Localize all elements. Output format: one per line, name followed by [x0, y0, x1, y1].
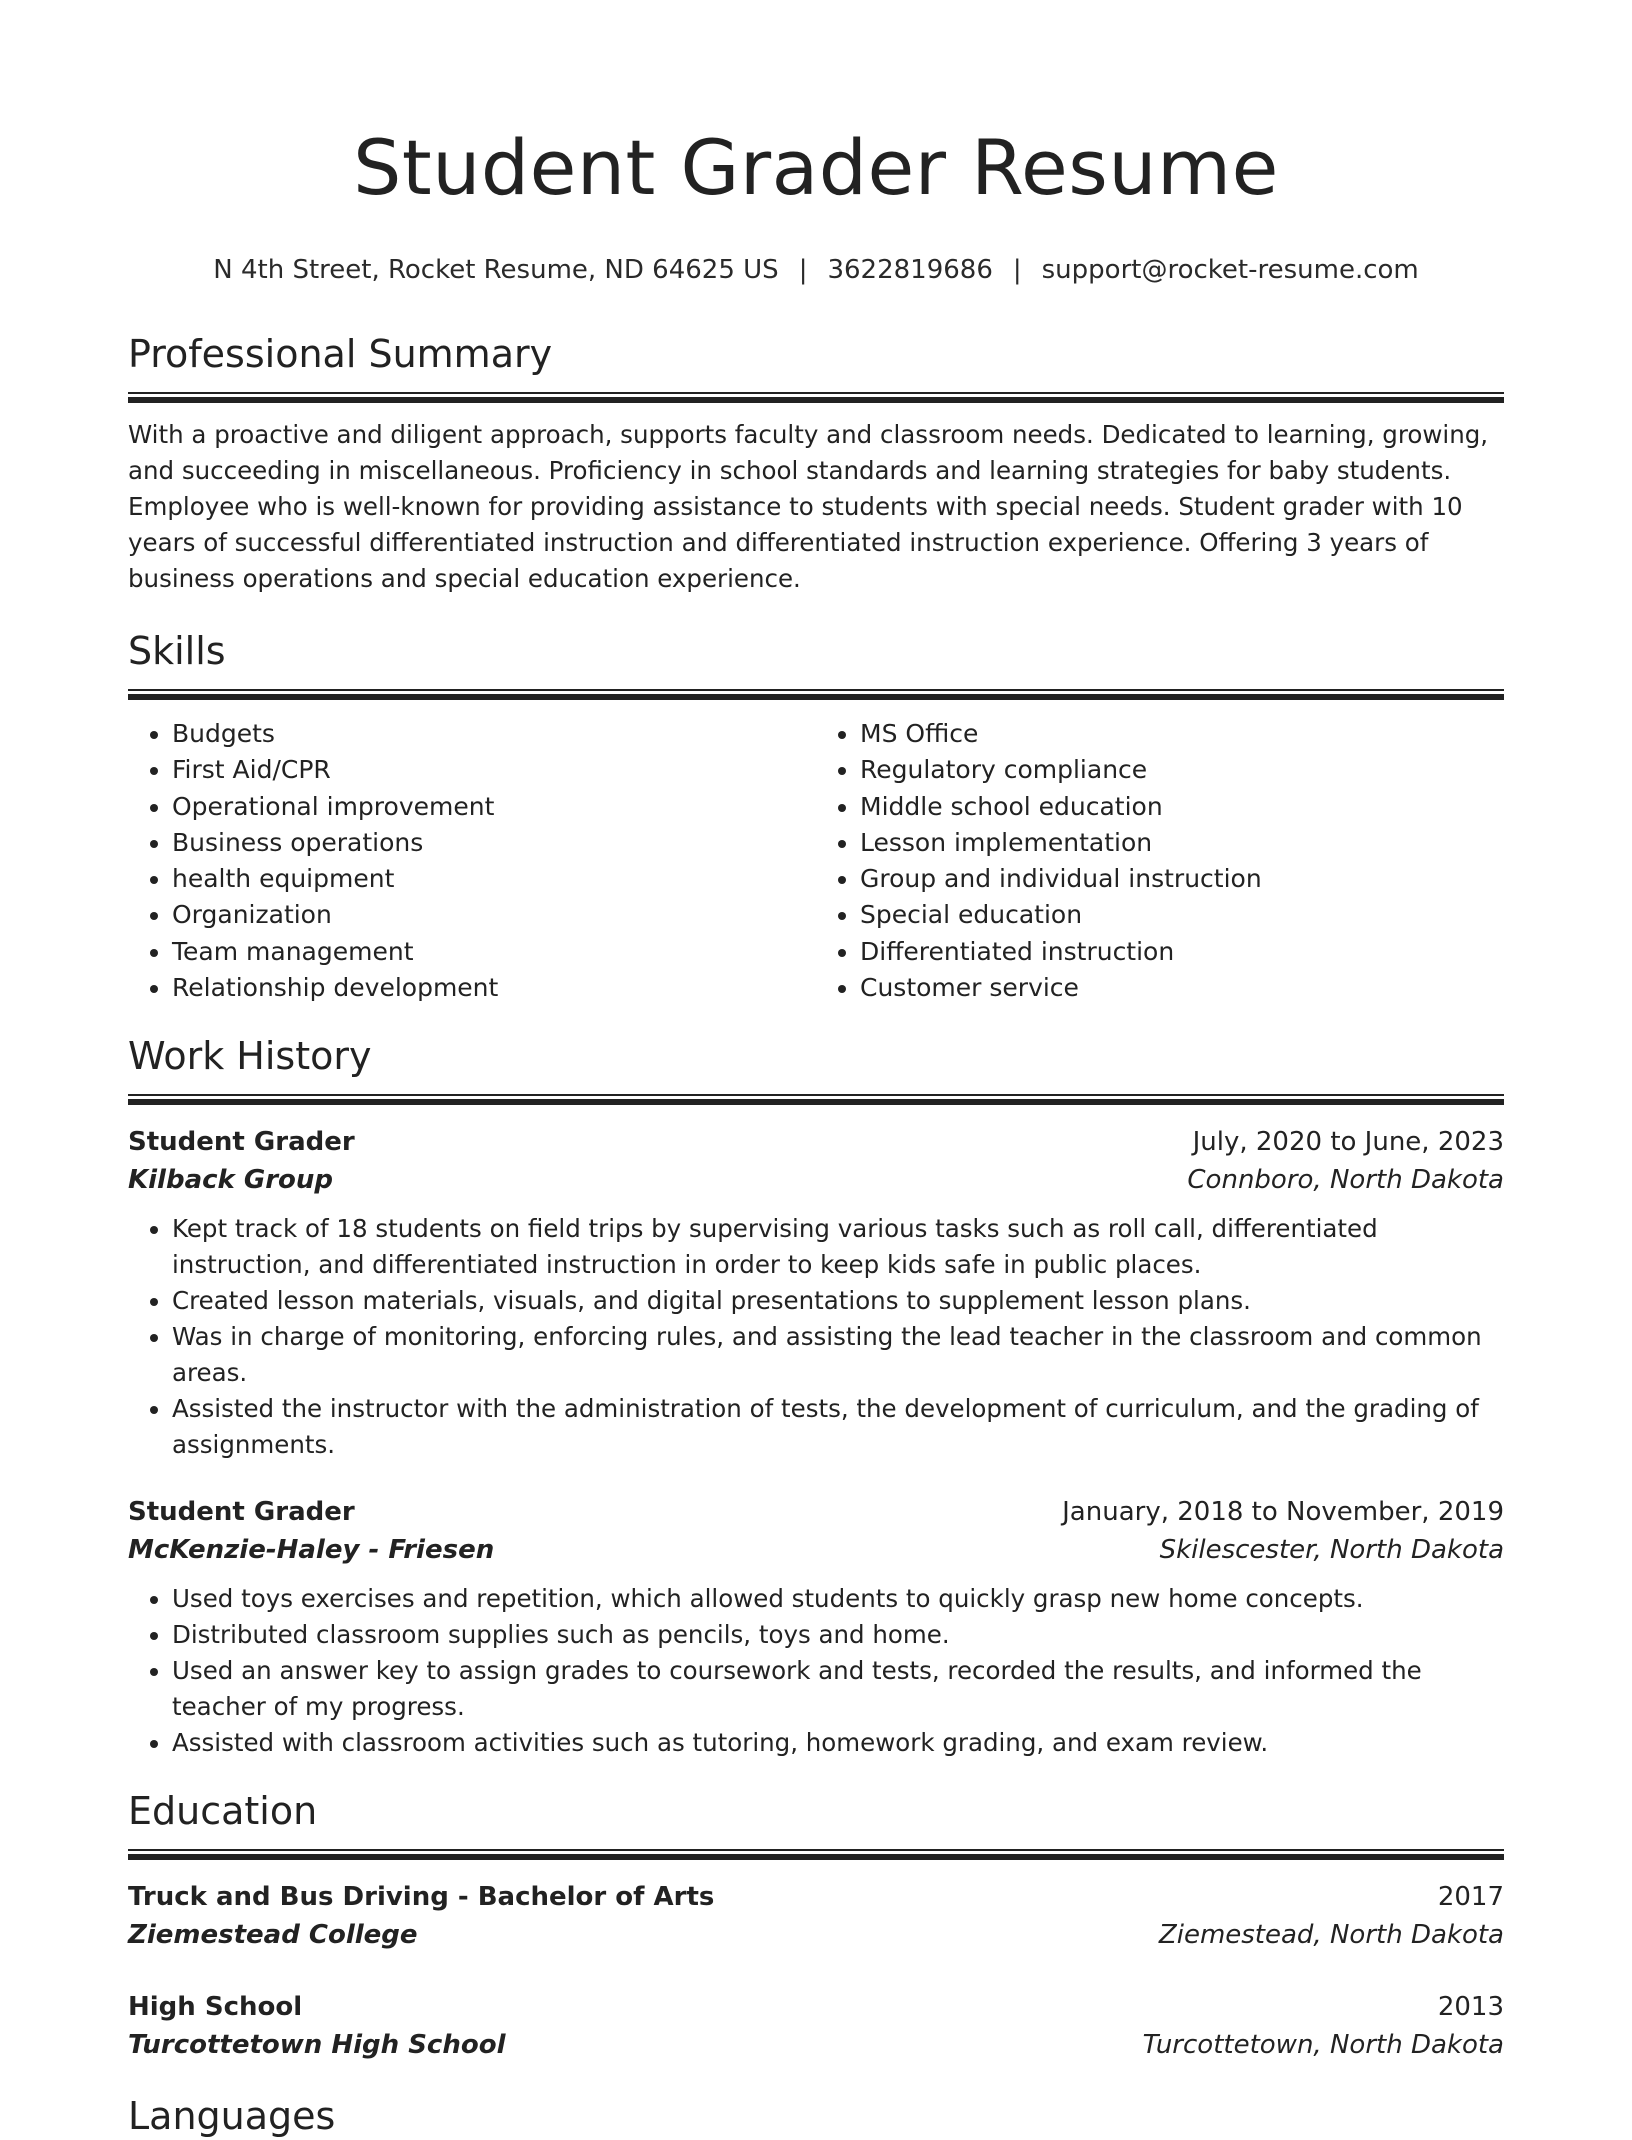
section-title-languages: Languages — [128, 2094, 336, 2139]
section-title-summary: Professional Summary — [128, 332, 553, 376]
skills-section — [128, 627, 1504, 1006]
education-year: 2017 — [1437, 1882, 1504, 1913]
skill-item: • Special education — [860, 897, 1504, 933]
education-degree: Truck and Bus Driving - Bachelor of Arts — [128, 1882, 715, 1913]
job-header — [128, 1493, 1504, 1531]
education-school: Turcottetown High School — [128, 2030, 506, 2061]
education-year: 2013 — [1437, 1992, 1504, 2023]
skill-item: • Customer service — [860, 970, 1504, 1006]
education-entry — [128, 1878, 1504, 1954]
job-bullet: • Distributed classroom supplies such as pencils, toys and home. — [172, 1617, 1504, 1653]
job-bullet: • Assisted with classroom activities such as tutoring, homework grading, and exam review. — [172, 1725, 1504, 1761]
job-title: Student Grader — [128, 1497, 355, 1528]
job-header — [128, 1123, 1504, 1161]
section-title-work-history: Work History — [128, 1034, 372, 1079]
job-location: Connboro, North Dakota — [1187, 1165, 1504, 1196]
education-subheader — [128, 2026, 1504, 2064]
contact-address: N 4th Street, Rocket Resume, ND 64625 US — [213, 255, 779, 285]
job-entry — [128, 1123, 1504, 1463]
job-bullet: • Kept track of 18 students on field trips by supervising various tasks such as roll call, differentiated instruction, and differentiated instruction in order to keep kids safe in public places. — [172, 1211, 1504, 1283]
section-divider — [128, 689, 1504, 700]
languages-section — [128, 2092, 1504, 2140]
education-subheader — [128, 1916, 1504, 1954]
job-entry — [128, 1493, 1504, 1761]
skill-item: • First Aid/CPR — [172, 752, 816, 788]
job-bullet: • Assisted the instructor with the administration of tests, the development of curriculum, and the grading of assignments. — [172, 1391, 1504, 1463]
skill-item: • health equipment — [172, 861, 816, 897]
skills-list — [128, 716, 1504, 1006]
contact-separator: | — [1012, 255, 1022, 285]
skill-item: • Organization — [172, 897, 816, 933]
skill-item: • Team management — [172, 934, 816, 970]
education-degree: High School — [128, 1992, 303, 2023]
work-history-section — [128, 1032, 1504, 1761]
job-dates: July, 2020 to June, 2023 — [1192, 1127, 1504, 1158]
job-bullet: • Created lesson materials, visuals, and digital presentations to supplement lesson plans. — [172, 1283, 1504, 1319]
summary-text: With a proactive and diligent approach, supports faculty and classroom needs. Dedicated to learning, growing, and succeeding in miscellaneous. Proficiency in school standards and learning strategies for baby students. Employee who is well-known for providing assistance to students with special needs. Student grader with 10 years of successful differentiated instruction and differentiated instruction experience. Offering 3 years of business operations and special education experience. — [128, 420, 1489, 593]
skills-column-right — [816, 716, 1504, 1006]
job-location: Skilescester, North Dakota — [1159, 1535, 1504, 1566]
skill-item: • Lesson implementation — [860, 825, 1504, 861]
education-header — [128, 1878, 1504, 1916]
section-title-education: Education — [128, 1789, 318, 1834]
job-bullet: • Used toys exercises and repetition, which allowed students to quickly grasp new home concepts. — [172, 1581, 1504, 1617]
skill-item: • Group and individual instruction — [860, 861, 1504, 897]
skill-item: • Middle school education — [860, 789, 1504, 825]
job-subheader — [128, 1161, 1504, 1199]
job-bullets — [128, 1581, 1504, 1761]
skills-column-left — [128, 716, 816, 1006]
summary-section — [128, 330, 1504, 597]
education-header — [128, 1988, 1504, 2026]
section-divider — [128, 1094, 1504, 1105]
skill-item: • MS Office — [860, 716, 1504, 752]
job-company: McKenzie-Haley - Friesen — [128, 1535, 495, 1566]
job-title: Student Grader — [128, 1127, 355, 1158]
contact-separator: | — [798, 255, 808, 285]
education-location: Turcottetown, North Dakota — [1142, 2030, 1504, 2061]
job-dates: January, 2018 to November, 2019 — [1062, 1497, 1504, 1528]
skill-item: • Relationship development — [172, 970, 816, 1006]
section-divider — [128, 1849, 1504, 1860]
job-bullet: • Used an answer key to assign grades to coursework and tests, recorded the results, and informed the teacher of my progress. — [172, 1653, 1504, 1725]
job-subheader — [128, 1531, 1504, 1569]
contact-phone: 3622819686 — [827, 255, 993, 285]
page-title: Student Grader Resume — [353, 123, 1279, 212]
section-title-skills: Skills — [128, 629, 226, 673]
skill-item: • Business operations — [172, 825, 816, 861]
section-divider — [128, 392, 1504, 403]
education-location: Ziemestead, North Dakota — [1158, 1920, 1504, 1951]
job-company: Kilback Group — [128, 1165, 334, 1196]
skill-item: • Operational improvement — [172, 789, 816, 825]
education-entry — [128, 1988, 1504, 2064]
contact-email: support@rocket-resume.com — [1041, 255, 1419, 285]
job-bullets — [128, 1211, 1504, 1463]
education-section — [128, 1787, 1504, 2064]
job-bullet: • Was in charge of monitoring, enforcing rules, and assisting the lead teacher in the classroom and common areas. — [172, 1319, 1504, 1391]
skill-item: • Regulatory compliance — [860, 752, 1504, 788]
education-school: Ziemestead College — [128, 1920, 418, 1951]
contact-line — [128, 252, 1504, 288]
skill-item: • Budgets — [172, 716, 816, 752]
skill-item: • Differentiated instruction — [860, 934, 1504, 970]
